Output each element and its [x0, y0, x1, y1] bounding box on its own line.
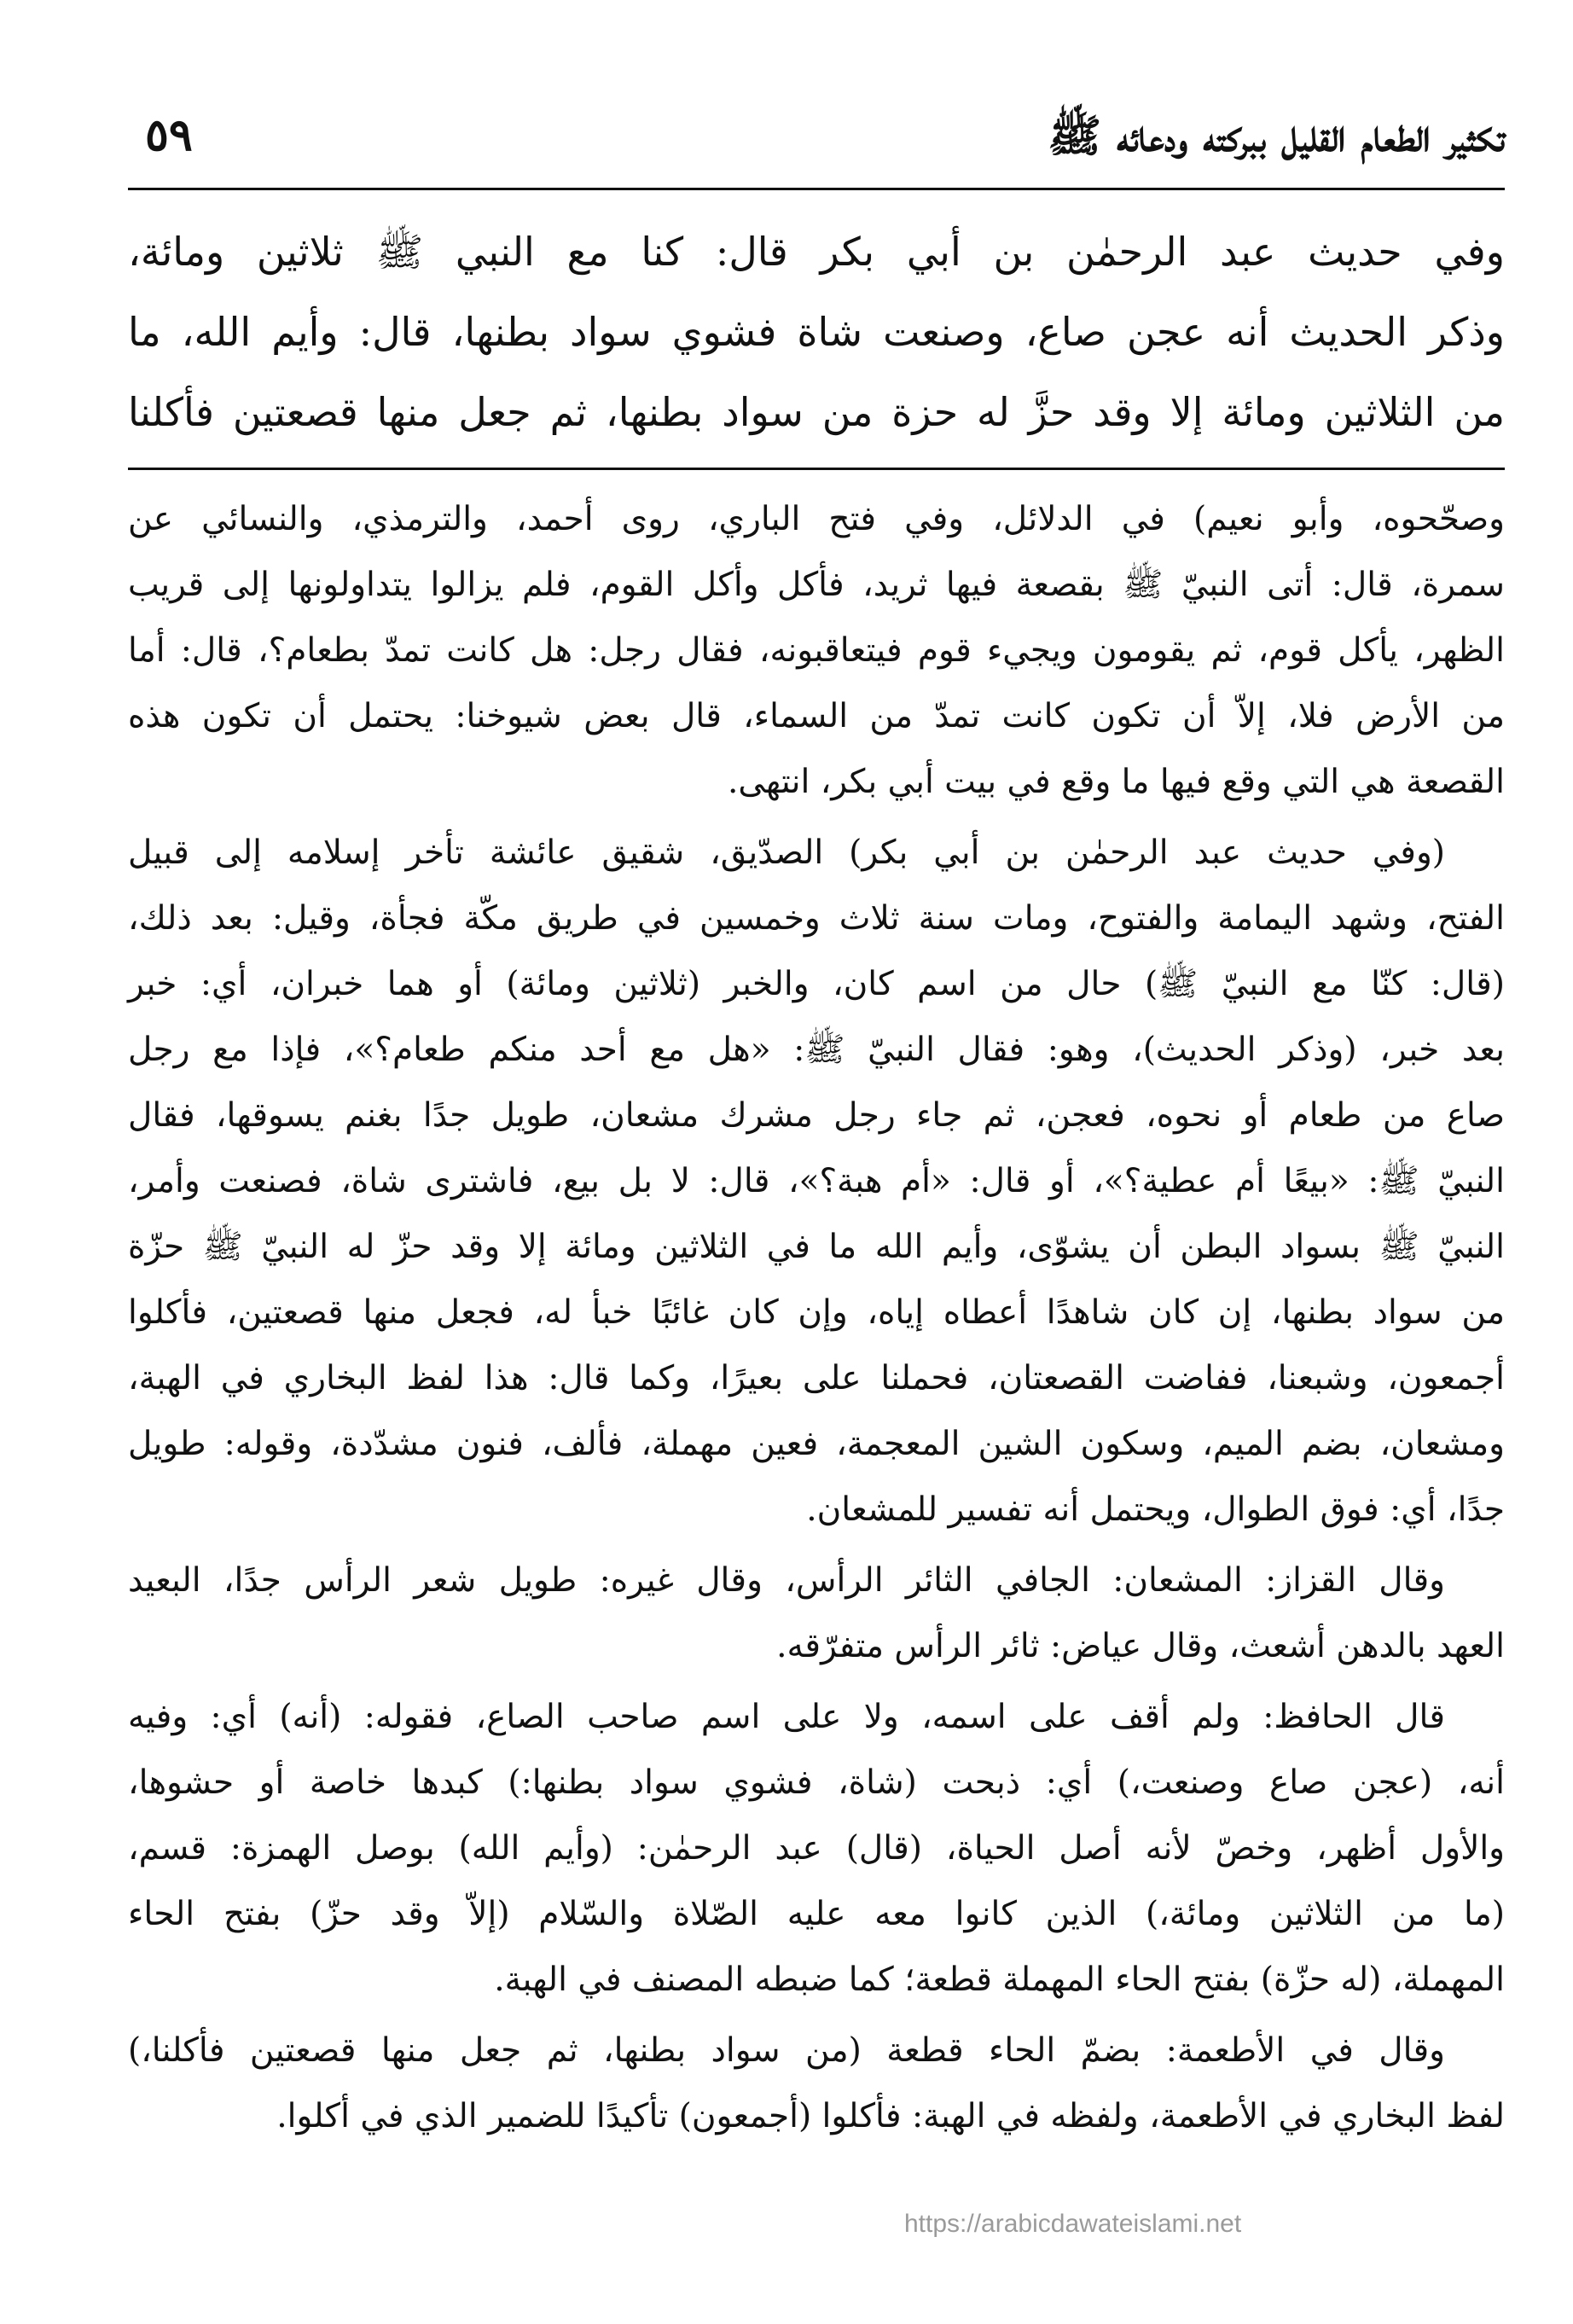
text-line: (قال: كنّا مع النبيّ ﷺ) حال من اسم كان، والخبر (ثلاثين ومائة) أو هما خبران، أي: خبر: [128, 965, 1505, 1003]
page-number: ٥٩: [145, 109, 193, 161]
hadith-text: [128, 212, 1505, 470]
chapter-title: تكثير الطعام القليل ببركته ودعائه ﷺ: [1048, 110, 1505, 162]
hadith-line: وذكر الحديث أنه عجن صاع، وصنعت شاة فشوي سواد بطنها، قال: وأيم الله، ما: [128, 309, 1505, 355]
text-line: قال الحافظ: ولم أقف على اسمه، ولا على اسم صاحب الصاع، فقوله: (أنه) أي: وفيه: [128, 1698, 1445, 1736]
text-line: وصحّحوه، وأبو نعيم) في الدلائل، وفي فتح الباري، روى أحمد، والترمذي، والنسائي عن: [128, 500, 1505, 538]
text-line: جدًا، أي: فوق الطوال، ويحتمل أنه تفسير للمشعان.: [806, 1490, 1505, 1529]
page-header: [128, 94, 1505, 190]
text-line: صاع من طعام أو نحوه، فعجن، ثم جاء رجل مشرك مشعان، طويل جدًا بغنم يسوقها، فقال: [128, 1096, 1505, 1135]
text-line: ومشعان، بضم الميم، وسكون الشين المعجمة، فعين مهملة، فألف، فنون مشدّدة، وقوله: طويل: [128, 1425, 1505, 1463]
text-line: القصعة هي التي وقع فيها ما وقع في بيت أبي بكر، انتهى.: [727, 763, 1505, 801]
commentary-paragraph: [128, 1548, 1505, 1679]
commentary-paragraph: [128, 2018, 1505, 2149]
watermark-url: https://arabicdawateislami.net: [904, 2210, 1242, 2238]
commentary-paragraph: [128, 486, 1505, 815]
text-line: (وفي حديث عبد الرحمٰن بن أبي بكر) الصدّيق، شقيق عائشة تأخر إسلامه إلى قبيل: [128, 834, 1445, 872]
text-line: من الأرض فلا، إلاّ أن تكون كانت تمدّ من السماء، قال بعض شيوخنا: يحتمل أن تكون هذه: [128, 697, 1505, 735]
text-line: المهملة، (له حزّة) بفتح الحاء المهملة قطعة؛ كما ضبطه المصنف في الهبة.: [494, 1961, 1505, 1999]
text-line: سمرة، قال: أتى النبيّ ﷺ بقصعة فيها ثريد، فأكل وأكل القوم، فلم يزالوا يتداولونها إلى قريب: [128, 566, 1505, 604]
text-line: النبيّ ﷺ: «بيعًا أم عطية؟»، أو قال: «أم هبة؟»، قال: لا بل بيع، فاشترى شاة، فصنعت وأمر،: [128, 1162, 1505, 1200]
text-line: (ما من الثلاثين ومائة،) الذين كانوا معه عليه الصّلاة والسّلام (إلاّ وقد حزّ) بفتح الحاء: [128, 1895, 1505, 1933]
text-line: بعد خبر، (وذكر الحديث)، وهو: فقال النبيّ ﷺ: «هل مع أحد منكم طعام؟»، فإذا مع رجل: [128, 1031, 1505, 1069]
text-line: وقال القزاز: المشعان: الجافي الثائر الرأس، وقال غيره: طويل شعر الرأس جدًا، البعيد: [128, 1561, 1445, 1600]
text-line: أجمعون، وشبعنا، ففاضت القصعتان، فحملنا على بعيرًا، وكما قال: هذا لفظ البخاري في الهبة،: [128, 1359, 1505, 1397]
commentary-paragraph: [128, 820, 1505, 1543]
text-line: الظهر، يأكل قوم، ثم يقومون ويجيء قوم فيتعاقبونه، فقال رجل: هل كانت تمدّ بطعام؟، قال: أما: [128, 631, 1505, 670]
text-line: العهد بالدهن أشعث، وقال عياض: ثائر الرأس متفرّقه.: [776, 1627, 1505, 1665]
text-line: لفظ البخاري في الأطعمة، ولفظه في الهبة: فأكلوا (أجمعون) تأكيدًا للضمير الذي في أكلوا.: [276, 2097, 1505, 2135]
hadith-line: من الثلاثين ومائة إلا وقد حزَّ له حزة من سواد بطنها، ثم جعل منها قصعتين فأكلنا: [128, 389, 1505, 435]
text-line: من سواد بطنها، إن كان شاهدًا أعطاه إياه، وإن كان غائبًا خبأ له، فجعل منها قصعتين، فأكلوا: [128, 1293, 1505, 1332]
text-line: الفتح، وشهد اليمامة والفتوح، ومات سنة ثلاث وخمسين في طريق مكّة فجأة، وقيل: بعد ذلك،: [128, 899, 1505, 938]
text-line: أنه، (عجن صاع وصنعت،) أي: ذبحت (شاة، فشوي سواد بطنها:) كبدها خاصة أو حشوها،: [128, 1763, 1505, 1802]
text-line: النبيّ ﷺ بسواد البطن أن يشوّى، وأيم الله ما في الثلاثين ومائة إلا وقد حزّ له النبيّ ﷺ حزّة: [128, 1228, 1505, 1266]
text-line: وقال في الأطعمة: بضمّ الحاء قطعة (من سواد بطنها، ثم جعل منها قصعتين فأكلنا،): [128, 2031, 1445, 2070]
hadith-line: وفي حديث عبد الرحمٰن بن أبي بكر قال: كنا مع النبي ﷺ ثلاثين ومائة،: [128, 229, 1505, 275]
commentary-paragraph: [128, 1684, 1505, 2013]
text-line: والأول أظهر، وخصّ لأنه أصل الحياة، (قال) عبد الرحمٰن: (وأيم الله) بوصل الهمزة: قسم،: [128, 1829, 1505, 1868]
commentary-text: [128, 486, 1505, 2154]
